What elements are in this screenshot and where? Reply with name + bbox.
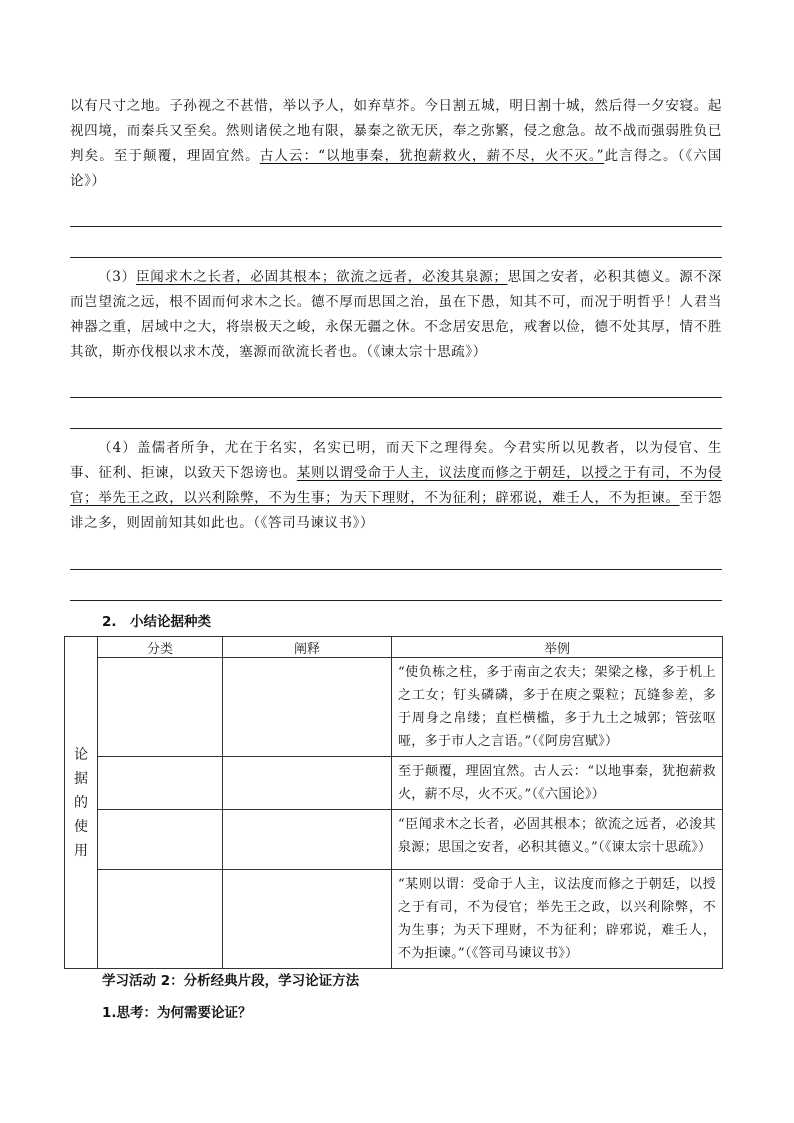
category-cell[interactable] [98, 810, 223, 870]
table-row [65, 810, 723, 870]
answer-line [70, 569, 722, 570]
explanation-cell[interactable] [223, 757, 392, 810]
example-cell: “臣闻求木之长者，必固其根本；欲流之远者，必浚其泉源；思国之安者，必积其德义。”（《谏太宗十思疏》） [392, 810, 723, 870]
side-char: 论 [74, 746, 88, 763]
passage-source: 此言得之。（《六国论》） [70, 148, 722, 189]
underlined-quote: 臣闻求木之长者，必固其根本；欲流之远者，必浚其泉源； [135, 269, 508, 285]
category-cell[interactable] [98, 658, 223, 757]
side-char: 用 [74, 842, 88, 859]
passage-text: 至于怨诽之多，则固前知其如此也。（《答司马谏议书》） [70, 490, 722, 531]
side-char: 据 [74, 770, 88, 787]
passage-number: （3） [98, 269, 136, 285]
category-cell[interactable] [98, 757, 223, 810]
passage-dasimajianyishu [70, 436, 722, 536]
passage-liuguolun [70, 94, 722, 194]
table-row [65, 870, 723, 969]
answer-line [70, 226, 722, 227]
table-side-label [65, 637, 98, 969]
explanation-cell[interactable] [223, 658, 392, 757]
explanation-cell[interactable] [223, 810, 392, 870]
activity-heading: 学习活动 2：分析经典片段，学习论证方法 [102, 973, 360, 989]
column-header-category: 分类 [98, 637, 223, 658]
side-char: 的 [74, 794, 88, 811]
passage-text: 以有尺寸之地。子孙视之不甚惜，举以予人，如弃草芥。今日割五城，明日割十城，然后得一夕安寝。起视四境，而秦兵又至矣。然则诸侯之地有限，暴秦之欲无厌，奉之弥繁，侵之愈急。故不战而强弱胜负已判矣。至于颠覆，理固宜然。 [70, 98, 722, 164]
underlined-quote: 古人云：“以地事秦，犹抱薪救火，薪不尽，火不灭。” [259, 148, 605, 164]
example-cell: “某则以谓：受命于人主，议法度而修之于朝廷，以授之于有司，不为侵官；举先王之政，以兴利除弊，不为生事；为天下理财，不为征利；辟邪说，难壬人，不为拒谏。”（《答司马谏议书》） [392, 870, 723, 969]
column-header-explanation: 阐释 [223, 637, 392, 658]
passage-number: （4） [98, 440, 138, 456]
underlined-quote: 某则以谓受命于人主，议法度而修之于朝廷，以授之于有司，不为侵官；举先王之政，以兴利除弊，不为生事；为天下理财，不为征利；辟邪说，难壬人，不为拒谏。 [70, 465, 722, 506]
example-cell: “使负栋之柱，多于南亩之农夫；架梁之椽，多于机上之工女；钉头磷磷，多于在庾之粟粒；瓦缝参差，多于周身之帛缕；直栏横槛，多于九土之城郭；管弦呕哑，多于市人之言语。”（《阿房宫赋》） [392, 658, 723, 757]
side-char: 使 [74, 818, 88, 835]
column-header-example: 举例 [392, 637, 723, 658]
passage-jiantaizong [70, 265, 722, 365]
answer-line [70, 600, 722, 601]
question-heading: 1.思考：为何需要论证？ [102, 1005, 252, 1021]
explanation-cell[interactable] [223, 870, 392, 969]
section-heading: 2. 小结论据种类 [102, 614, 212, 630]
category-cell[interactable] [98, 870, 223, 969]
passage-text: 思国之安者，必积其德义。源不深而岂望流之远，根不固而何求木之长。德不厚而思国之治，虽在下愚，知其不可，而况于明哲乎！人君当神器之重，居域中之大，将崇极天之峻，永保无疆之休。不念居安思危，戒奢以俭，德不处其厚，情不胜其欲，斯亦伐根以求木茂，塞源而欲流长者也。（《谏太宗十思疏》） [70, 269, 722, 360]
table-row [65, 757, 723, 810]
argument-summary-table [64, 636, 723, 969]
answer-line [70, 257, 722, 258]
answer-line [70, 428, 722, 429]
table-row [65, 658, 723, 757]
passage-text: 盖儒者所争，尤在于名实，名实已明，而天下之理得矣。今君实所以见教者，以为侵官、生事、征利、拒谏，以致天下怨谤也。 [70, 440, 723, 481]
answer-line [70, 397, 722, 398]
example-cell: 至于颠覆，理固宜然。古人云：“以地事秦，犹抱薪救火，薪不尽，火不灭。”（《六国论》） [392, 757, 723, 810]
